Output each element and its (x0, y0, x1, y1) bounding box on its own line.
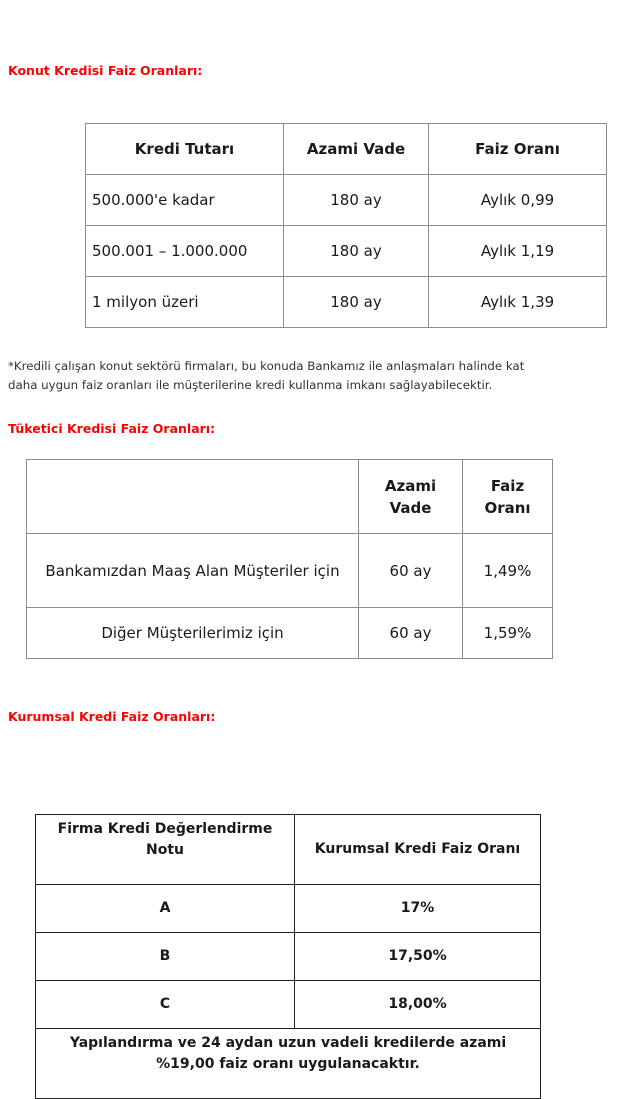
table-footer-row (36, 1029, 541, 1099)
header-cell: Kredi Tutarı (86, 124, 284, 175)
table-row (86, 277, 607, 328)
amount-cell: 500.001 – 1.000.000 (86, 226, 284, 277)
rate-cell: 17% (295, 885, 541, 933)
header-cell: Faiz Oranı (463, 460, 553, 534)
tuketici-heading: Tüketici Kredisi Faiz Oranları: (8, 421, 216, 436)
rate-cell: 18,00% (295, 981, 541, 1029)
footer-note-cell: Yapılandırma ve 24 aydan uzun vadeli kredilerde azami %19,00 faiz oranı uygulanacaktır. (36, 1029, 541, 1099)
grade-cell: A (36, 885, 295, 933)
table-header-row (36, 815, 541, 885)
header-cell: Azami Vade (359, 460, 463, 534)
term-cell: 60 ay (359, 534, 463, 608)
table-row (36, 933, 541, 981)
header-cell: Firma Kredi Değerlendirme Notu (36, 815, 295, 885)
rate-cell: 17,50% (295, 933, 541, 981)
term-cell: 60 ay (359, 608, 463, 659)
header-cell: Faiz Oranı (429, 124, 607, 175)
konut-rates-table (85, 123, 607, 328)
amount-cell: 1 milyon üzeri (86, 277, 284, 328)
header-cell: Azami Vade (284, 124, 429, 175)
kurumsal-heading: Kurumsal Kredi Faiz Oranları: (8, 709, 216, 724)
table-header-row (86, 124, 607, 175)
table-row (36, 885, 541, 933)
header-cell: Kurumsal Kredi Faiz Oranı (295, 815, 541, 885)
grade-cell: B (36, 933, 295, 981)
footnote-line: daha uygun faiz oranları ile müşterilerine kredi kullanma imkanı sağlayabilecektir. (8, 378, 493, 392)
table-header-row (27, 460, 553, 534)
rate-cell: Aylık 0,99 (429, 175, 607, 226)
customer-cell: Bankamızdan Maaş Alan Müşteriler için (27, 534, 359, 608)
footnote-line: *Kredili çalışan konut sektörü firmaları, bu konuda Bankamız ile anlaşmaları halinde kat (8, 359, 525, 373)
table-row (86, 175, 607, 226)
term-cell: 180 ay (284, 226, 429, 277)
header-cell (27, 460, 359, 534)
term-cell: 180 ay (284, 277, 429, 328)
grade-cell: C (36, 981, 295, 1029)
rate-cell: Aylık 1,39 (429, 277, 607, 328)
table-row (86, 226, 607, 277)
rate-cell: Aylık 1,19 (429, 226, 607, 277)
konut-heading: Konut Kredisi Faiz Oranları: (8, 63, 203, 78)
table-row (36, 981, 541, 1029)
rate-cell: 1,59% (463, 608, 553, 659)
kurumsal-rates-table (35, 814, 541, 1099)
term-cell: 180 ay (284, 175, 429, 226)
table-row (27, 534, 553, 608)
tuketici-rates-table (26, 459, 553, 659)
customer-cell: Diğer Müşterilerimiz için (27, 608, 359, 659)
amount-cell: 500.000'e kadar (86, 175, 284, 226)
table-row (27, 608, 553, 659)
rate-cell: 1,49% (463, 534, 553, 608)
konut-footnote (8, 357, 640, 395)
